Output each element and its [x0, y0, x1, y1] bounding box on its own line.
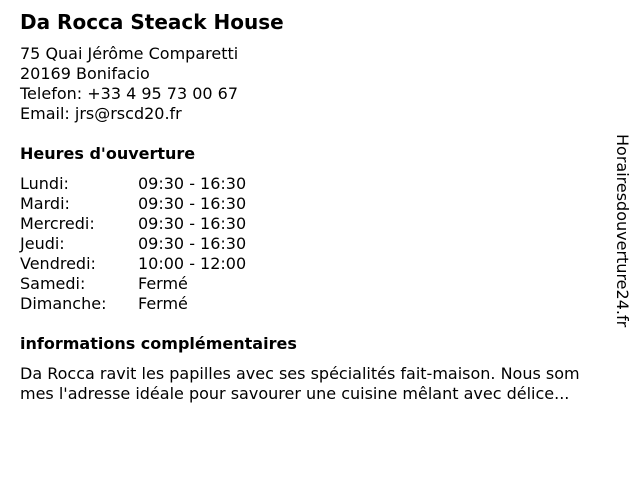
time-value: 09:30 - 16:30	[138, 234, 247, 253]
info-line-2: mes l'adresse idéale pour savourer une cuisine mêlant avec délice...	[20, 384, 570, 403]
day-label: Jeudi:	[20, 234, 65, 253]
time-value: 09:30 - 16:30	[138, 174, 247, 193]
opening-hours-table	[20, 174, 246, 314]
business-name: Da Rocca Steack House	[20, 10, 284, 34]
contact-block	[20, 44, 238, 124]
time-value: Fermé	[138, 274, 188, 293]
phone-number: Telefon: +33 4 95 73 00 67	[20, 84, 239, 103]
address-city: 20169 Bonifacio	[20, 64, 150, 83]
time-value: 10:00 - 12:00	[138, 254, 247, 273]
hours-row-wednesday	[20, 214, 246, 234]
additional-info-heading: informations complémentaires	[20, 334, 297, 353]
address-street: 75 Quai Jérôme Comparetti	[20, 44, 239, 63]
email-address: Email: jrs@rscd20.fr	[20, 104, 182, 123]
hours-row-monday	[20, 174, 246, 194]
time-value: 09:30 - 16:30	[138, 194, 247, 213]
hours-row-thursday	[20, 234, 246, 254]
hours-row-sunday	[20, 294, 246, 314]
day-label: Lundi:	[20, 174, 69, 193]
time-value: 09:30 - 16:30	[138, 214, 247, 233]
time-value: Fermé	[138, 294, 188, 313]
hours-row-tuesday	[20, 194, 246, 214]
info-line-1: Da Rocca ravit les papilles avec ses spécialités fait-maison. Nous som	[20, 364, 580, 383]
day-label: Dimanche:	[20, 294, 107, 313]
additional-info-text	[20, 364, 626, 404]
hours-row-saturday	[20, 274, 246, 294]
day-label: Vendredi:	[20, 254, 96, 273]
opening-hours-heading: Heures d'ouverture	[20, 144, 196, 163]
day-label: Samedi:	[20, 274, 86, 293]
site-watermark-text: Horairesdouverture24.fr	[613, 134, 632, 328]
hours-row-friday	[20, 254, 246, 274]
day-label: Mercredi:	[20, 214, 95, 233]
day-label: Mardi:	[20, 194, 70, 213]
